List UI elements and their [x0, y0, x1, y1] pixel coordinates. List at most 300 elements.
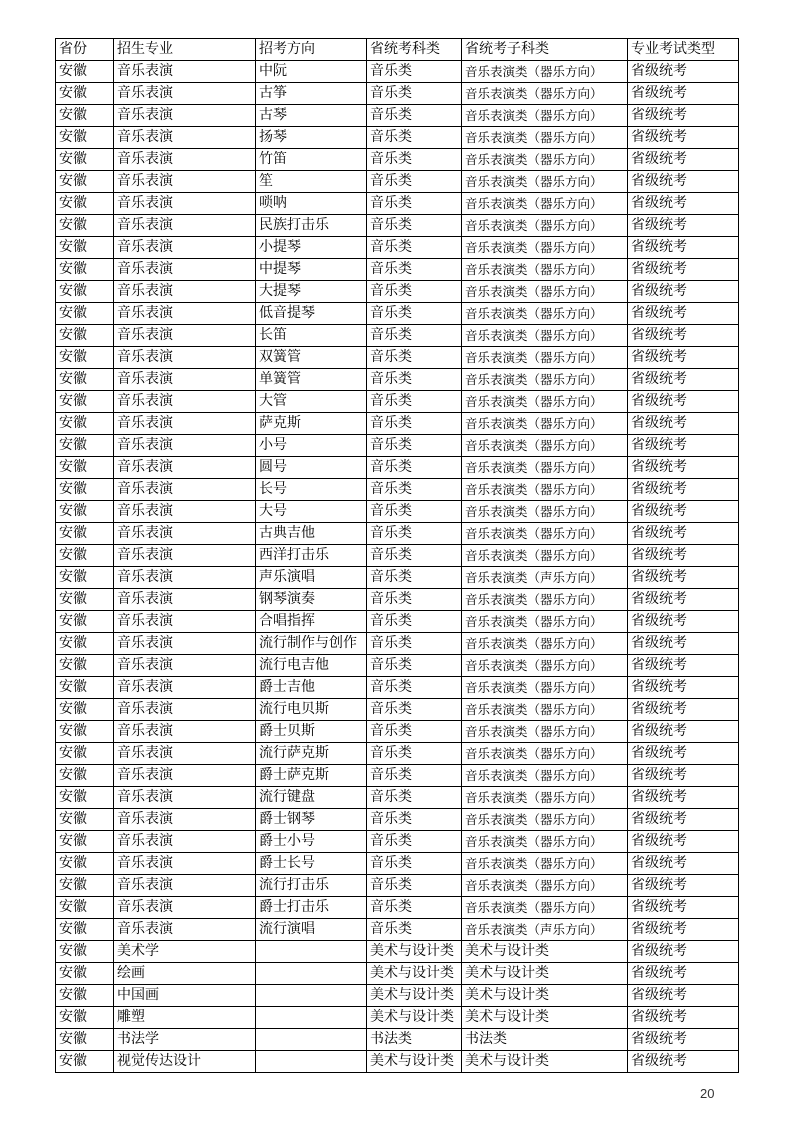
page-number: 20: [700, 1086, 715, 1101]
cell-major: 音乐表演: [114, 303, 256, 325]
cell-direction: [256, 985, 367, 1007]
cell-major: 音乐表演: [114, 83, 256, 105]
cell-category: 音乐类: [367, 721, 462, 743]
cell-major: 美术学: [114, 941, 256, 963]
cell-category: 音乐类: [367, 347, 462, 369]
cell-category: 音乐类: [367, 523, 462, 545]
cell-direction: 小号: [256, 435, 367, 457]
cell-province: 安徽: [56, 941, 114, 963]
cell-province: 安徽: [56, 699, 114, 721]
cell-category: 美术与设计类: [367, 1007, 462, 1029]
cell-subcategory: 音乐表演类（器乐方向）: [462, 875, 628, 897]
cell-exam-type: 省级统考: [628, 633, 739, 655]
cell-province: 安徽: [56, 501, 114, 523]
cell-exam-type: 省级统考: [628, 281, 739, 303]
cell-major: 音乐表演: [114, 655, 256, 677]
cell-major: 音乐表演: [114, 457, 256, 479]
cell-major: 音乐表演: [114, 281, 256, 303]
cell-exam-type: 省级统考: [628, 457, 739, 479]
table-row: [56, 347, 739, 369]
cell-category: 音乐类: [367, 193, 462, 215]
cell-exam-type: 省级统考: [628, 325, 739, 347]
cell-province: 安徽: [56, 919, 114, 941]
cell-category: 音乐类: [367, 391, 462, 413]
cell-subcategory: 音乐表演类（器乐方向）: [462, 765, 628, 787]
table-row: [56, 941, 739, 963]
table-row: [56, 1007, 739, 1029]
cell-province: 安徽: [56, 171, 114, 193]
cell-exam-type: 省级统考: [628, 413, 739, 435]
cell-exam-type: 省级统考: [628, 941, 739, 963]
cell-direction: 大管: [256, 391, 367, 413]
cell-province: 安徽: [56, 259, 114, 281]
cell-exam-type: 省级统考: [628, 897, 739, 919]
cell-major: 音乐表演: [114, 831, 256, 853]
cell-province: 安徽: [56, 369, 114, 391]
cell-subcategory: 音乐表演类（器乐方向）: [462, 369, 628, 391]
cell-major: 音乐表演: [114, 633, 256, 655]
cell-subcategory: 音乐表演类（器乐方向）: [462, 105, 628, 127]
cell-province: 安徽: [56, 831, 114, 853]
table-row: [56, 127, 739, 149]
cell-province: 安徽: [56, 897, 114, 919]
cell-subcategory: 音乐表演类（器乐方向）: [462, 479, 628, 501]
table-row: [56, 171, 739, 193]
cell-exam-type: 省级统考: [628, 83, 739, 105]
header-exam-type: 专业考试类型: [628, 39, 739, 61]
cell-subcategory: 音乐表演类（器乐方向）: [462, 171, 628, 193]
cell-direction: [256, 941, 367, 963]
cell-direction: 爵士小号: [256, 831, 367, 853]
table-row: [56, 193, 739, 215]
cell-exam-type: 省级统考: [628, 237, 739, 259]
cell-direction: 双簧管: [256, 347, 367, 369]
table-row: [56, 281, 739, 303]
cell-subcategory: 音乐表演类（器乐方向）: [462, 61, 628, 83]
cell-exam-type: 省级统考: [628, 105, 739, 127]
table-row: [56, 699, 739, 721]
cell-direction: 流行萨克斯: [256, 743, 367, 765]
cell-direction: 流行电贝斯: [256, 699, 367, 721]
table-row: [56, 1029, 739, 1051]
cell-category: 音乐类: [367, 171, 462, 193]
header-category: 省统考科类: [367, 39, 462, 61]
cell-direction: 合唱指挥: [256, 611, 367, 633]
cell-subcategory: 音乐表演类（器乐方向）: [462, 457, 628, 479]
table-row: [56, 435, 739, 457]
cell-direction: [256, 1051, 367, 1073]
cell-province: 安徽: [56, 303, 114, 325]
table-row: [56, 369, 739, 391]
cell-province: 安徽: [56, 61, 114, 83]
cell-subcategory: 音乐表演类（器乐方向）: [462, 391, 628, 413]
cell-category: 音乐类: [367, 105, 462, 127]
cell-subcategory: 音乐表演类（器乐方向）: [462, 721, 628, 743]
cell-subcategory: 音乐表演类（器乐方向）: [462, 435, 628, 457]
cell-category: 音乐类: [367, 215, 462, 237]
cell-exam-type: 省级统考: [628, 1051, 739, 1073]
cell-exam-type: 省级统考: [628, 149, 739, 171]
cell-exam-type: 省级统考: [628, 501, 739, 523]
cell-major: 音乐表演: [114, 127, 256, 149]
cell-province: 安徽: [56, 633, 114, 655]
cell-category: 音乐类: [367, 787, 462, 809]
header-major: 招生专业: [114, 39, 256, 61]
cell-subcategory: 音乐表演类（器乐方向）: [462, 281, 628, 303]
cell-province: 安徽: [56, 149, 114, 171]
cell-province: 安徽: [56, 435, 114, 457]
cell-exam-type: 省级统考: [628, 831, 739, 853]
cell-exam-type: 省级统考: [628, 435, 739, 457]
cell-category: 音乐类: [367, 303, 462, 325]
cell-major: 音乐表演: [114, 567, 256, 589]
cell-province: 安徽: [56, 721, 114, 743]
table-row: [56, 655, 739, 677]
cell-province: 安徽: [56, 237, 114, 259]
cell-province: 安徽: [56, 1029, 114, 1051]
cell-direction: 扬琴: [256, 127, 367, 149]
cell-subcategory: 音乐表演类（器乐方向）: [462, 743, 628, 765]
cell-province: 安徽: [56, 193, 114, 215]
cell-province: 安徽: [56, 963, 114, 985]
cell-exam-type: 省级统考: [628, 171, 739, 193]
cell-category: 音乐类: [367, 919, 462, 941]
cell-major: 音乐表演: [114, 699, 256, 721]
cell-province: 安徽: [56, 567, 114, 589]
cell-direction: 大号: [256, 501, 367, 523]
cell-direction: 古筝: [256, 83, 367, 105]
cell-exam-type: 省级统考: [628, 985, 739, 1007]
cell-direction: 古典吉他: [256, 523, 367, 545]
table-row: [56, 61, 739, 83]
table-row: [56, 83, 739, 105]
cell-exam-type: 省级统考: [628, 303, 739, 325]
cell-major: 音乐表演: [114, 787, 256, 809]
cell-exam-type: 省级统考: [628, 787, 739, 809]
cell-exam-type: 省级统考: [628, 919, 739, 941]
cell-province: 安徽: [56, 413, 114, 435]
cell-category: 音乐类: [367, 457, 462, 479]
admissions-table: [55, 38, 739, 1073]
cell-subcategory: 音乐表演类（器乐方向）: [462, 897, 628, 919]
cell-subcategory: 美术与设计类: [462, 1007, 628, 1029]
cell-province: 安徽: [56, 655, 114, 677]
cell-category: 音乐类: [367, 61, 462, 83]
cell-major: 音乐表演: [114, 215, 256, 237]
table-row: [56, 831, 739, 853]
cell-exam-type: 省级统考: [628, 589, 739, 611]
table-row: [56, 963, 739, 985]
cell-direction: 唢呐: [256, 193, 367, 215]
cell-major: 音乐表演: [114, 589, 256, 611]
table-row: [56, 919, 739, 941]
cell-major: 音乐表演: [114, 721, 256, 743]
cell-category: 音乐类: [367, 611, 462, 633]
cell-direction: [256, 1029, 367, 1051]
cell-major: 音乐表演: [114, 61, 256, 83]
cell-province: 安徽: [56, 105, 114, 127]
cell-category: 美术与设计类: [367, 963, 462, 985]
cell-category: 音乐类: [367, 413, 462, 435]
cell-major: 音乐表演: [114, 743, 256, 765]
table-row: [56, 259, 739, 281]
cell-category: 音乐类: [367, 237, 462, 259]
cell-subcategory: 音乐表演类（器乐方向）: [462, 699, 628, 721]
cell-subcategory: 音乐表演类（器乐方向）: [462, 523, 628, 545]
table-row: [56, 677, 739, 699]
cell-direction: 圆号: [256, 457, 367, 479]
table-row: [56, 105, 739, 127]
table-row: [56, 391, 739, 413]
cell-major: 音乐表演: [114, 413, 256, 435]
cell-direction: 流行电吉他: [256, 655, 367, 677]
cell-major: 音乐表演: [114, 611, 256, 633]
cell-province: 安徽: [56, 347, 114, 369]
cell-subcategory: 音乐表演类（器乐方向）: [462, 611, 628, 633]
cell-exam-type: 省级统考: [628, 699, 739, 721]
cell-direction: 古琴: [256, 105, 367, 127]
table-row: [56, 457, 739, 479]
cell-direction: 萨克斯: [256, 413, 367, 435]
cell-direction: 长号: [256, 479, 367, 501]
table-row: [56, 875, 739, 897]
cell-exam-type: 省级统考: [628, 61, 739, 83]
cell-exam-type: 省级统考: [628, 391, 739, 413]
cell-exam-type: 省级统考: [628, 259, 739, 281]
cell-major: 音乐表演: [114, 435, 256, 457]
cell-major: 雕塑: [114, 1007, 256, 1029]
cell-province: 安徽: [56, 479, 114, 501]
cell-exam-type: 省级统考: [628, 1029, 739, 1051]
cell-direction: 大提琴: [256, 281, 367, 303]
cell-subcategory: 音乐表演类（器乐方向）: [462, 149, 628, 171]
cell-subcategory: 音乐表演类（声乐方向）: [462, 567, 628, 589]
cell-direction: 流行制作与创作: [256, 633, 367, 655]
cell-province: 安徽: [56, 677, 114, 699]
cell-direction: 小提琴: [256, 237, 367, 259]
table-row: [56, 765, 739, 787]
table-row: [56, 149, 739, 171]
cell-exam-type: 省级统考: [628, 545, 739, 567]
cell-major: 音乐表演: [114, 149, 256, 171]
table-row: [56, 589, 739, 611]
table-header-row: [56, 39, 739, 61]
cell-exam-type: 省级统考: [628, 215, 739, 237]
cell-exam-type: 省级统考: [628, 655, 739, 677]
cell-subcategory: 音乐表演类（器乐方向）: [462, 787, 628, 809]
cell-major: 音乐表演: [114, 545, 256, 567]
cell-category: 音乐类: [367, 369, 462, 391]
cell-major: 音乐表演: [114, 171, 256, 193]
table-row: [56, 545, 739, 567]
cell-exam-type: 省级统考: [628, 1007, 739, 1029]
cell-major: 绘画: [114, 963, 256, 985]
cell-category: 音乐类: [367, 589, 462, 611]
cell-direction: 笙: [256, 171, 367, 193]
cell-subcategory: 书法类: [462, 1029, 628, 1051]
cell-direction: 声乐演唱: [256, 567, 367, 589]
table-row: [56, 1051, 739, 1073]
cell-exam-type: 省级统考: [628, 479, 739, 501]
cell-category: 音乐类: [367, 677, 462, 699]
table-row: [56, 479, 739, 501]
cell-province: 安徽: [56, 853, 114, 875]
cell-category: 美术与设计类: [367, 941, 462, 963]
cell-direction: 低音提琴: [256, 303, 367, 325]
cell-direction: [256, 1007, 367, 1029]
cell-exam-type: 省级统考: [628, 809, 739, 831]
cell-subcategory: 音乐表演类（器乐方向）: [462, 545, 628, 567]
header-province: 省份: [56, 39, 114, 61]
cell-category: 音乐类: [367, 259, 462, 281]
table-row: [56, 523, 739, 545]
cell-major: 音乐表演: [114, 391, 256, 413]
cell-major: 音乐表演: [114, 809, 256, 831]
cell-exam-type: 省级统考: [628, 611, 739, 633]
cell-major: 音乐表演: [114, 897, 256, 919]
cell-exam-type: 省级统考: [628, 523, 739, 545]
cell-subcategory: 音乐表演类（器乐方向）: [462, 413, 628, 435]
table-row: [56, 633, 739, 655]
table-row: [56, 611, 739, 633]
cell-subcategory: 音乐表演类（器乐方向）: [462, 655, 628, 677]
cell-category: 美术与设计类: [367, 1051, 462, 1073]
cell-direction: 爵士长号: [256, 853, 367, 875]
cell-category: 音乐类: [367, 281, 462, 303]
cell-major: 音乐表演: [114, 369, 256, 391]
cell-exam-type: 省级统考: [628, 765, 739, 787]
cell-province: 安徽: [56, 985, 114, 1007]
cell-subcategory: 美术与设计类: [462, 963, 628, 985]
cell-province: 安徽: [56, 325, 114, 347]
cell-subcategory: 音乐表演类（器乐方向）: [462, 589, 628, 611]
cell-exam-type: 省级统考: [628, 853, 739, 875]
cell-category: 音乐类: [367, 633, 462, 655]
cell-direction: 流行键盘: [256, 787, 367, 809]
table-row: [56, 743, 739, 765]
cell-subcategory: 音乐表演类（器乐方向）: [462, 193, 628, 215]
cell-major: 音乐表演: [114, 523, 256, 545]
cell-major: 音乐表演: [114, 853, 256, 875]
cell-subcategory: 美术与设计类: [462, 941, 628, 963]
cell-direction: 竹笛: [256, 149, 367, 171]
cell-direction: 中阮: [256, 61, 367, 83]
cell-direction: 钢琴演奏: [256, 589, 367, 611]
cell-major: 音乐表演: [114, 919, 256, 941]
header-subcategory: 省统考子科类: [462, 39, 628, 61]
cell-exam-type: 省级统考: [628, 567, 739, 589]
cell-category: 音乐类: [367, 765, 462, 787]
cell-direction: 单簧管: [256, 369, 367, 391]
cell-direction: 流行演唱: [256, 919, 367, 941]
cell-category: 音乐类: [367, 853, 462, 875]
cell-major: 音乐表演: [114, 325, 256, 347]
cell-subcategory: 音乐表演类（器乐方向）: [462, 303, 628, 325]
cell-province: 安徽: [56, 83, 114, 105]
cell-province: 安徽: [56, 787, 114, 809]
cell-major: 音乐表演: [114, 501, 256, 523]
cell-subcategory: 音乐表演类（器乐方向）: [462, 831, 628, 853]
cell-category: 音乐类: [367, 479, 462, 501]
cell-major: 书法学: [114, 1029, 256, 1051]
cell-major: 中国画: [114, 985, 256, 1007]
table-row: [56, 567, 739, 589]
cell-subcategory: 音乐表演类（器乐方向）: [462, 83, 628, 105]
cell-subcategory: 音乐表演类（器乐方向）: [462, 809, 628, 831]
cell-major: 音乐表演: [114, 765, 256, 787]
cell-subcategory: 音乐表演类（器乐方向）: [462, 677, 628, 699]
cell-exam-type: 省级统考: [628, 743, 739, 765]
cell-category: 音乐类: [367, 325, 462, 347]
cell-category: 音乐类: [367, 501, 462, 523]
cell-province: 安徽: [56, 1051, 114, 1073]
cell-subcategory: 音乐表演类（器乐方向）: [462, 633, 628, 655]
cell-subcategory: 音乐表演类（器乐方向）: [462, 325, 628, 347]
cell-category: 音乐类: [367, 831, 462, 853]
cell-category: 美术与设计类: [367, 985, 462, 1007]
cell-province: 安徽: [56, 215, 114, 237]
table-row: [56, 787, 739, 809]
cell-province: 安徽: [56, 1007, 114, 1029]
cell-subcategory: 音乐表演类（器乐方向）: [462, 215, 628, 237]
cell-subcategory: 音乐表演类（器乐方向）: [462, 501, 628, 523]
cell-category: 音乐类: [367, 435, 462, 457]
cell-exam-type: 省级统考: [628, 677, 739, 699]
cell-province: 安徽: [56, 765, 114, 787]
cell-subcategory: 美术与设计类: [462, 1051, 628, 1073]
cell-category: 音乐类: [367, 699, 462, 721]
table-row: [56, 237, 739, 259]
header-direction: 招考方向: [256, 39, 367, 61]
table-row: [56, 413, 739, 435]
cell-category: 音乐类: [367, 545, 462, 567]
cell-province: 安徽: [56, 127, 114, 149]
cell-subcategory: 美术与设计类: [462, 985, 628, 1007]
cell-subcategory: 音乐表演类（器乐方向）: [462, 347, 628, 369]
cell-direction: [256, 963, 367, 985]
cell-province: 安徽: [56, 875, 114, 897]
cell-exam-type: 省级统考: [628, 721, 739, 743]
cell-direction: 民族打击乐: [256, 215, 367, 237]
cell-category: 音乐类: [367, 127, 462, 149]
table-row: [56, 501, 739, 523]
cell-direction: 爵士萨克斯: [256, 765, 367, 787]
cell-province: 安徽: [56, 589, 114, 611]
cell-major: 音乐表演: [114, 259, 256, 281]
cell-exam-type: 省级统考: [628, 963, 739, 985]
table-row: [56, 985, 739, 1007]
cell-category: 音乐类: [367, 149, 462, 171]
table-row: [56, 809, 739, 831]
table-row: [56, 325, 739, 347]
table-row: [56, 853, 739, 875]
cell-exam-type: 省级统考: [628, 369, 739, 391]
cell-category: 音乐类: [367, 655, 462, 677]
cell-direction: 长笛: [256, 325, 367, 347]
cell-category: 音乐类: [367, 897, 462, 919]
cell-province: 安徽: [56, 391, 114, 413]
cell-major: 音乐表演: [114, 193, 256, 215]
cell-exam-type: 省级统考: [628, 193, 739, 215]
cell-major: 音乐表演: [114, 875, 256, 897]
cell-subcategory: 音乐表演类（器乐方向）: [462, 259, 628, 281]
cell-province: 安徽: [56, 457, 114, 479]
cell-province: 安徽: [56, 611, 114, 633]
cell-province: 安徽: [56, 281, 114, 303]
cell-major: 音乐表演: [114, 237, 256, 259]
cell-exam-type: 省级统考: [628, 875, 739, 897]
cell-direction: 爵士钢琴: [256, 809, 367, 831]
